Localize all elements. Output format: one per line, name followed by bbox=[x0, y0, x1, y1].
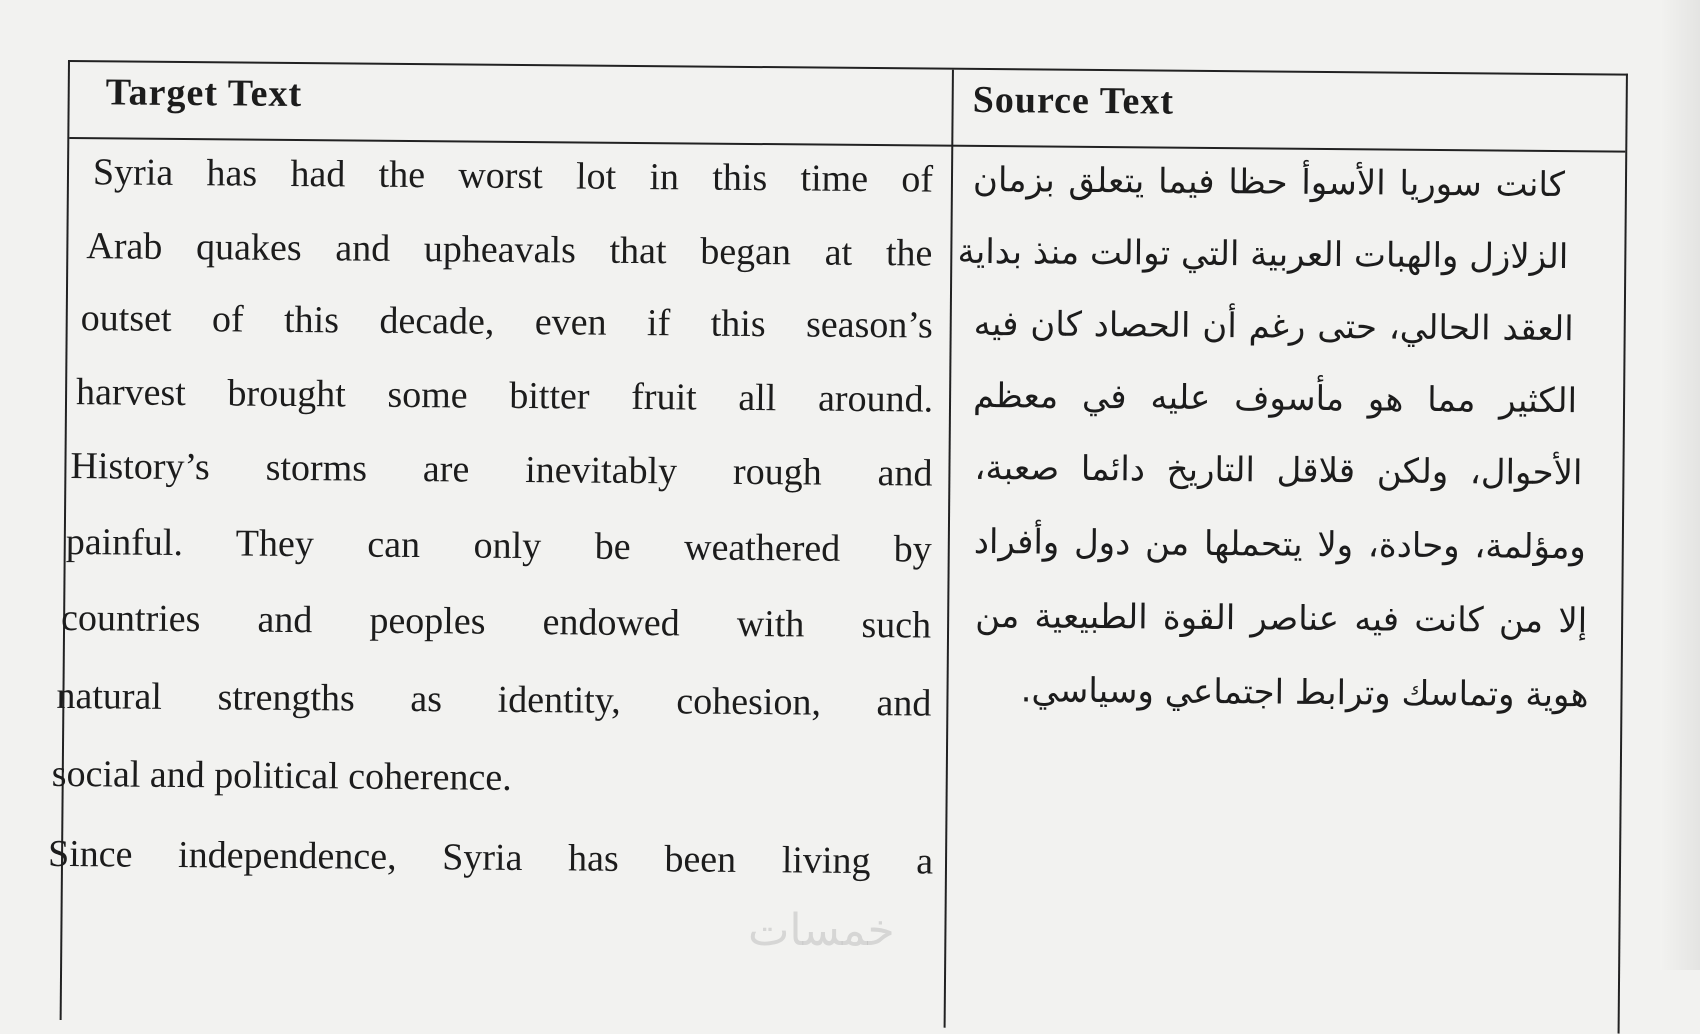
target-line: Since independence, Syria has been living a bbox=[47, 832, 934, 883]
target-line: outset of this decade, even if this season’s bbox=[80, 297, 933, 347]
target-line: countries and peoples endowed with such bbox=[60, 596, 932, 647]
source-line: الزلازل والهبات العربية التي توالت منذ بداية bbox=[957, 231, 1569, 278]
target-line: painful. They can only be weathered by bbox=[65, 520, 932, 571]
column-divider bbox=[944, 70, 954, 1028]
target-line: Arab quakes and upheavals that began at the bbox=[86, 225, 933, 275]
header-source-text: Source Text bbox=[972, 78, 1175, 123]
page-edge-shadow bbox=[1660, 0, 1700, 970]
source-line: العقد الحالي، حتى رغم أن الحصاد كان فيه bbox=[973, 303, 1574, 350]
header-target-text: Target Text bbox=[105, 71, 303, 116]
watermark-logo: خمسات bbox=[748, 905, 895, 956]
source-line: هوية وتماسك وترابط اجتماعي وسياسي. bbox=[1020, 670, 1589, 716]
target-line: harvest brought some bitter fruit all around. bbox=[75, 371, 934, 421]
header-divider bbox=[69, 137, 1625, 153]
source-line: إلا من كانت فيه عناصر القوة الطبيعية من bbox=[975, 595, 1588, 642]
source-line: كانت سوريا الأسوأ حظا فيما يتعلق بزمان bbox=[972, 159, 1566, 206]
target-line: natural strengths as identity, cohesion, and bbox=[56, 674, 932, 725]
source-line: الأحوال، ولكن قلاقل التاريخ دائما صعبة، bbox=[974, 447, 1583, 494]
source-line: ومؤلمة، وحادة، ولا يتحملها من دول وأفراد bbox=[973, 521, 1586, 568]
target-line: social and political coherence. bbox=[51, 752, 512, 799]
target-line: History’s storms are inevitably rough and bbox=[70, 445, 933, 495]
target-line: Syria has had the worst lot in this time of bbox=[92, 151, 934, 201]
translation-table bbox=[47, 60, 1628, 1034]
source-line: الكثير مما هو مأسوف عليه في معظم bbox=[972, 375, 1578, 422]
